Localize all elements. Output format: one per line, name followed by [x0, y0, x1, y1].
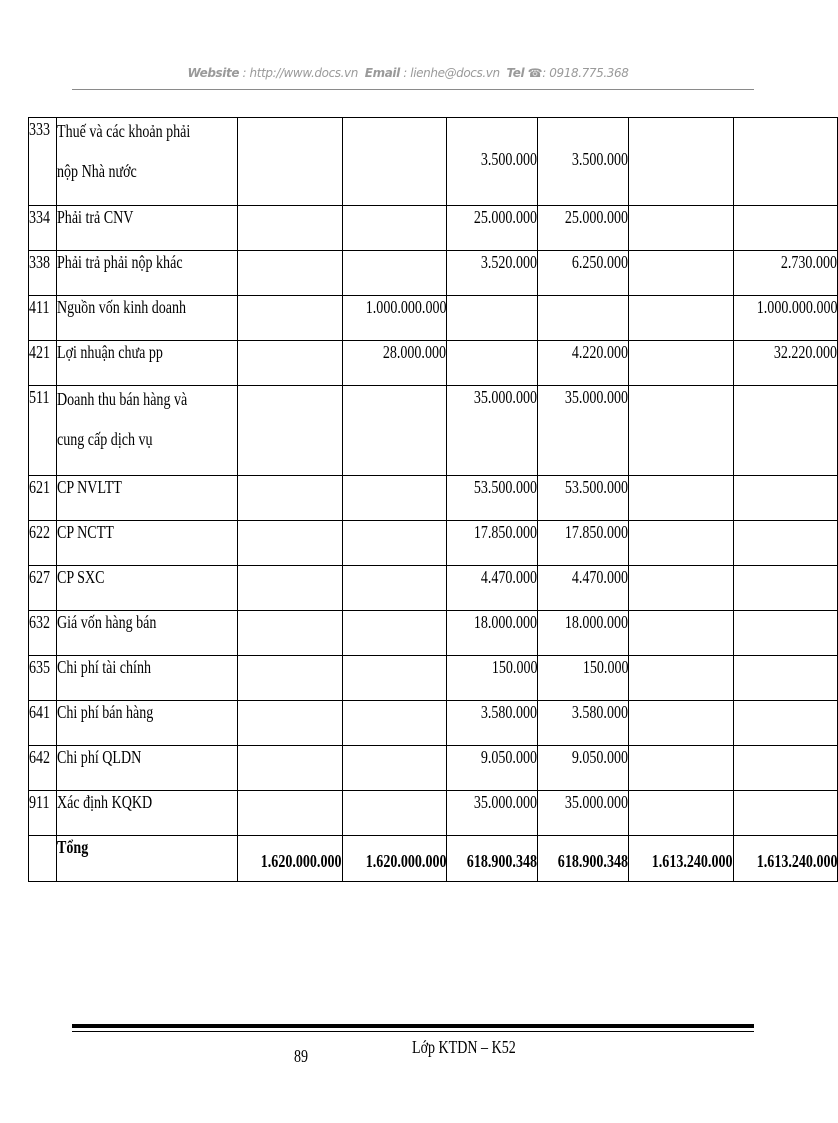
amount-col-5 — [629, 296, 734, 341]
amount-col-3: 35.000.000 — [447, 386, 538, 476]
amount-col-6 — [733, 611, 838, 656]
footer-divider-thin — [72, 1031, 754, 1032]
ledger-table — [28, 117, 838, 882]
amount-col-1: 1.620.000.000 — [238, 836, 343, 882]
amount-col-5 — [629, 566, 734, 611]
amount-col-2 — [342, 206, 447, 251]
amount-col-3: 9.050.000 — [447, 746, 538, 791]
amount-col-1 — [238, 611, 343, 656]
amount-col-3: 53.500.000 — [447, 476, 538, 521]
amount-col-2 — [342, 611, 447, 656]
amount-col-1 — [238, 341, 343, 386]
amount-col-2: 1.620.000.000 — [342, 836, 447, 882]
amount-col-4: 150.000 — [538, 656, 629, 701]
amount-col-5 — [629, 521, 734, 566]
amount-col-1 — [238, 566, 343, 611]
amount-col-6: 1.000.000.000 — [733, 296, 838, 341]
amount-col-4: 3.500.000 — [538, 118, 629, 206]
amount-col-4: 53.500.000 — [538, 476, 629, 521]
amount-col-6 — [733, 476, 838, 521]
account-code: 334 — [29, 206, 57, 251]
amount-col-2 — [342, 791, 447, 836]
amount-col-6 — [733, 206, 838, 251]
table-row — [29, 118, 838, 206]
account-code: 511 — [29, 386, 57, 476]
amount-col-1 — [238, 791, 343, 836]
total-row — [29, 836, 838, 882]
amount-col-2 — [342, 746, 447, 791]
amount-col-1 — [238, 296, 343, 341]
amount-col-2 — [342, 701, 447, 746]
amount-col-6 — [733, 656, 838, 701]
amount-col-1 — [238, 701, 343, 746]
account-name: Tổng — [57, 836, 238, 882]
amount-col-2: 1.000.000.000 — [342, 296, 447, 341]
account-name: Giá vốn hàng bán — [57, 611, 238, 656]
account-name: Chi phí bán hàng — [57, 701, 238, 746]
amount-col-4: 3.580.000 — [538, 701, 629, 746]
amount-col-5 — [629, 656, 734, 701]
account-code: 911 — [29, 791, 57, 836]
table-row — [29, 296, 838, 341]
tel-value: : 0918.775.368 — [542, 66, 629, 80]
amount-col-5 — [629, 611, 734, 656]
amount-col-5 — [629, 386, 734, 476]
account-name: Phải trả CNV — [57, 206, 238, 251]
amount-col-6: 32.220.000 — [733, 341, 838, 386]
amount-col-5 — [629, 476, 734, 521]
amount-col-3 — [447, 296, 538, 341]
table-row — [29, 566, 838, 611]
account-code: 641 — [29, 701, 57, 746]
account-code: 635 — [29, 656, 57, 701]
account-name: CP NVLTT — [57, 476, 238, 521]
email-label: Email — [364, 66, 400, 80]
amount-col-4 — [538, 296, 629, 341]
account-name: Phải trả phải nộp khác — [57, 251, 238, 296]
website-label: Website — [187, 66, 240, 80]
amount-col-3: 3.580.000 — [447, 701, 538, 746]
table-row — [29, 611, 838, 656]
table-row — [29, 251, 838, 296]
amount-col-4: 25.000.000 — [538, 206, 629, 251]
table-row — [29, 521, 838, 566]
amount-col-1 — [238, 386, 343, 476]
account-name: Thuế và các khoản phải nộp Nhà nước — [57, 118, 238, 206]
amount-col-3: 35.000.000 — [447, 791, 538, 836]
amount-col-1 — [238, 251, 343, 296]
amount-col-5: 1.613.240.000 — [629, 836, 734, 882]
amount-col-2 — [342, 386, 447, 476]
footer-divider-thick — [72, 1024, 754, 1028]
amount-col-6 — [733, 521, 838, 566]
amount-col-1 — [238, 206, 343, 251]
account-name: Nguồn vốn kinh doanh — [57, 296, 238, 341]
amount-col-1 — [238, 746, 343, 791]
table-row — [29, 746, 838, 791]
amount-col-3: 3.500.000 — [447, 118, 538, 206]
table-row — [29, 206, 838, 251]
amount-col-5 — [629, 251, 734, 296]
amount-col-5 — [629, 206, 734, 251]
amount-col-4: 17.850.000 — [538, 521, 629, 566]
table-row — [29, 656, 838, 701]
amount-col-6 — [733, 386, 838, 476]
amount-col-3: 618.900.348 — [447, 836, 538, 882]
account-code: 333 — [29, 118, 57, 206]
account-code: 632 — [29, 611, 57, 656]
page-number: 89 — [294, 1046, 309, 1066]
amount-col-6 — [733, 118, 838, 206]
account-code: 421 — [29, 341, 57, 386]
account-code — [29, 836, 57, 882]
amount-col-3: 150.000 — [447, 656, 538, 701]
amount-col-6: 2.730.000 — [733, 251, 838, 296]
email-value: : lienhe@docs.vn — [403, 66, 500, 80]
amount-col-6 — [733, 566, 838, 611]
amount-col-2: 28.000.000 — [342, 341, 447, 386]
amount-col-2 — [342, 521, 447, 566]
amount-col-1 — [238, 476, 343, 521]
amount-col-4: 35.000.000 — [538, 791, 629, 836]
amount-col-1 — [238, 521, 343, 566]
account-code: 338 — [29, 251, 57, 296]
amount-col-6 — [733, 791, 838, 836]
amount-col-3: 25.000.000 — [447, 206, 538, 251]
amount-col-5 — [629, 341, 734, 386]
table-row — [29, 701, 838, 746]
amount-col-3: 18.000.000 — [447, 611, 538, 656]
amount-col-4: 18.000.000 — [538, 611, 629, 656]
website-value: : http://www.docs.vn — [242, 66, 358, 80]
amount-col-5 — [629, 746, 734, 791]
table-row — [29, 476, 838, 521]
amount-col-3: 4.470.000 — [447, 566, 538, 611]
amount-col-1 — [238, 118, 343, 206]
amount-col-3: 3.520.000 — [447, 251, 538, 296]
amount-col-5 — [629, 701, 734, 746]
account-name: Chi phí QLDN — [57, 746, 238, 791]
header-divider — [72, 89, 754, 90]
amount-col-2 — [342, 251, 447, 296]
amount-col-4: 6.250.000 — [538, 251, 629, 296]
amount-col-2 — [342, 566, 447, 611]
amount-col-2 — [342, 476, 447, 521]
amount-col-4: 35.000.000 — [538, 386, 629, 476]
table-row — [29, 386, 838, 476]
amount-col-6: 1.613.240.000 — [733, 836, 838, 882]
account-name: CP SXC — [57, 566, 238, 611]
account-name: Doanh thu bán hàng và cung cấp dịch vụ — [57, 386, 238, 476]
account-code: 622 — [29, 521, 57, 566]
account-name: Xác định KQKD — [57, 791, 238, 836]
amount-col-6 — [733, 701, 838, 746]
amount-col-2 — [342, 656, 447, 701]
table-row — [29, 791, 838, 836]
amount-col-4: 4.470.000 — [538, 566, 629, 611]
amount-col-1 — [238, 656, 343, 701]
account-code: 642 — [29, 746, 57, 791]
amount-col-4: 618.900.348 — [538, 836, 629, 882]
amount-col-3: 17.850.000 — [447, 521, 538, 566]
account-name: Chi phí tài chính — [57, 656, 238, 701]
page-header — [0, 66, 816, 80]
amount-col-2 — [342, 118, 447, 206]
account-name: Lợi nhuận chưa pp — [57, 341, 238, 386]
amount-col-4: 4.220.000 — [538, 341, 629, 386]
account-code: 621 — [29, 476, 57, 521]
amount-col-5 — [629, 791, 734, 836]
phone-icon: ☎ — [527, 66, 543, 80]
account-code: 627 — [29, 566, 57, 611]
tel-label: Tel — [506, 66, 525, 80]
account-code: 411 — [29, 296, 57, 341]
amount-col-3 — [447, 341, 538, 386]
amount-col-5 — [629, 118, 734, 206]
account-name: CP NCTT — [57, 521, 238, 566]
class-label: Lớp KTDN – K52 — [412, 1037, 516, 1057]
amount-col-4: 9.050.000 — [538, 746, 629, 791]
amount-col-6 — [733, 746, 838, 791]
